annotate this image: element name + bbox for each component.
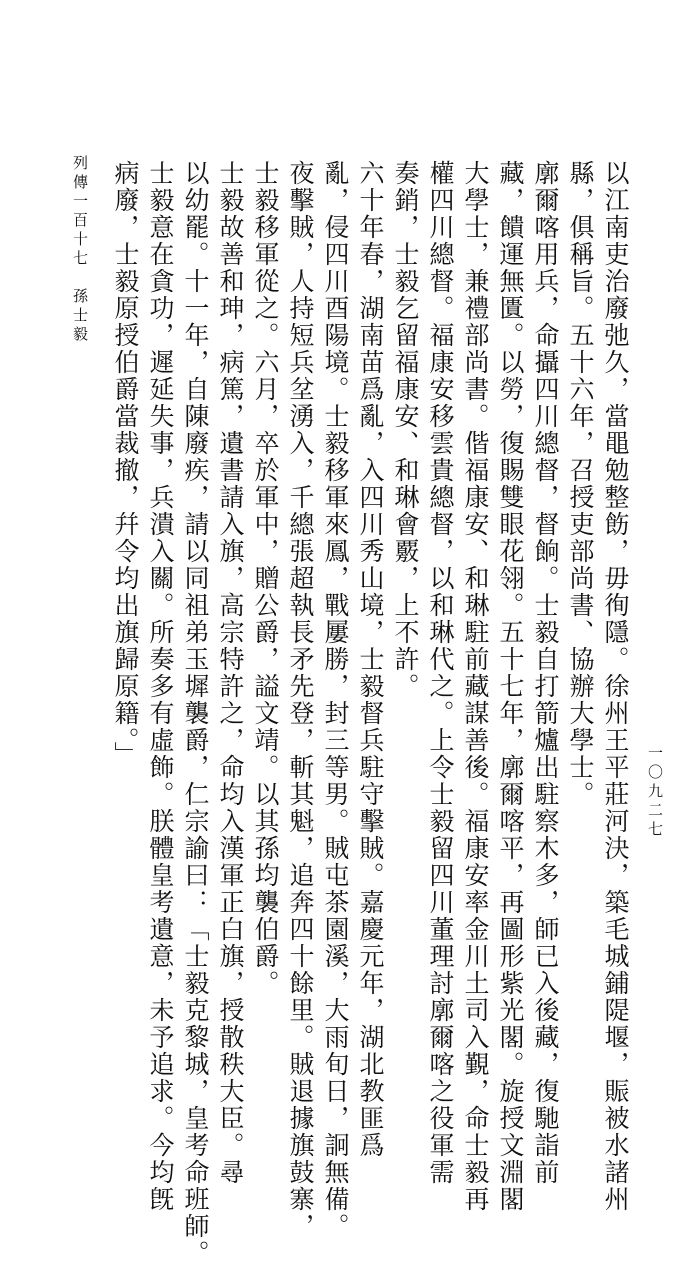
text-column-8: 六十年春，湖南苗爲亂，入四川秀山境，士毅督兵駐守擊賊。嘉慶元年，湖北教匪爲 (356, 160, 385, 1159)
text-column-13: 以幼罷。十一年，自陳廢疾，請以同祖弟玉墀襲爵，仁宗諭曰：「士毅克黎城，皇考命班師。 (181, 160, 210, 1267)
text-column-4: 藏，饋運無匱。以勞，復賜雙眼花翎。五十七年，廓爾喀平，再圖形紫光閣。旋授文淵閣 (496, 160, 525, 1213)
text-column-5: 大學士，兼禮部尚書。偕福康安、和琳駐前藏謀善後。福康安率金川土司入覲，命士毅再 (461, 160, 490, 1213)
text-column-12: 士毅故善和珅，病篤，遺書請入旗，高宗特許之，命均入漢軍正白旗，授散秩大臣。尋 (216, 160, 245, 1186)
text-column-9: 亂，侵四川酉陽境。士毅移軍來鳳，戰屢勝，封三等男。賊屯茶園溪，大雨旬日，詗無備。 (321, 160, 350, 1240)
text-column-3: 廓爾喀用兵，命攝四川總督，督餉。士毅自打箭爐出駐察木多，師已入後藏，復馳詣前 (531, 160, 560, 1186)
text-column-2: 縣，俱稱旨。五十六年，召授吏部尚書、協辦大學士。 (566, 160, 595, 808)
text-column-11: 士毅移軍從之。六月，卒於軍中，贈公爵，謚文靖。以其孫均襲伯爵。 (251, 160, 280, 997)
text-column-15: 病廢，士毅原授伯爵當裁撤，幷令均出旗歸原籍。」 (111, 160, 140, 769)
text-column-1: 以江南吏治廢弛久，當黽勉整飭，毋徇隱。徐州王平莊河決，築毛城鋪隄堰，賑被水諸州 (601, 160, 630, 1213)
text-column-14: 士毅意在貪功，遲延失事，兵潰入關。所奏多有虛飾。朕體皇考遺意，未予追求。今均旣 (146, 160, 175, 1213)
text-column-6: 權四川總督。福康安移雲貴總督，以和琳代之。上令士毅留四川董理討廓爾喀之役軍需 (426, 160, 455, 1186)
running-head: 列傳一百十七 孫士毅 (71, 155, 89, 345)
page-number: 一〇九二七 (646, 745, 664, 840)
text-column-10: 夜擊賊，人持短兵坌湧入，千總張超執長矛先登，斬其魁，追奔四十餘里。賊退據旗鼓寨， (286, 160, 315, 1240)
text-column-7: 奏銷，士毅乞留福康安、和琳會覈，上不許。 (391, 160, 420, 700)
